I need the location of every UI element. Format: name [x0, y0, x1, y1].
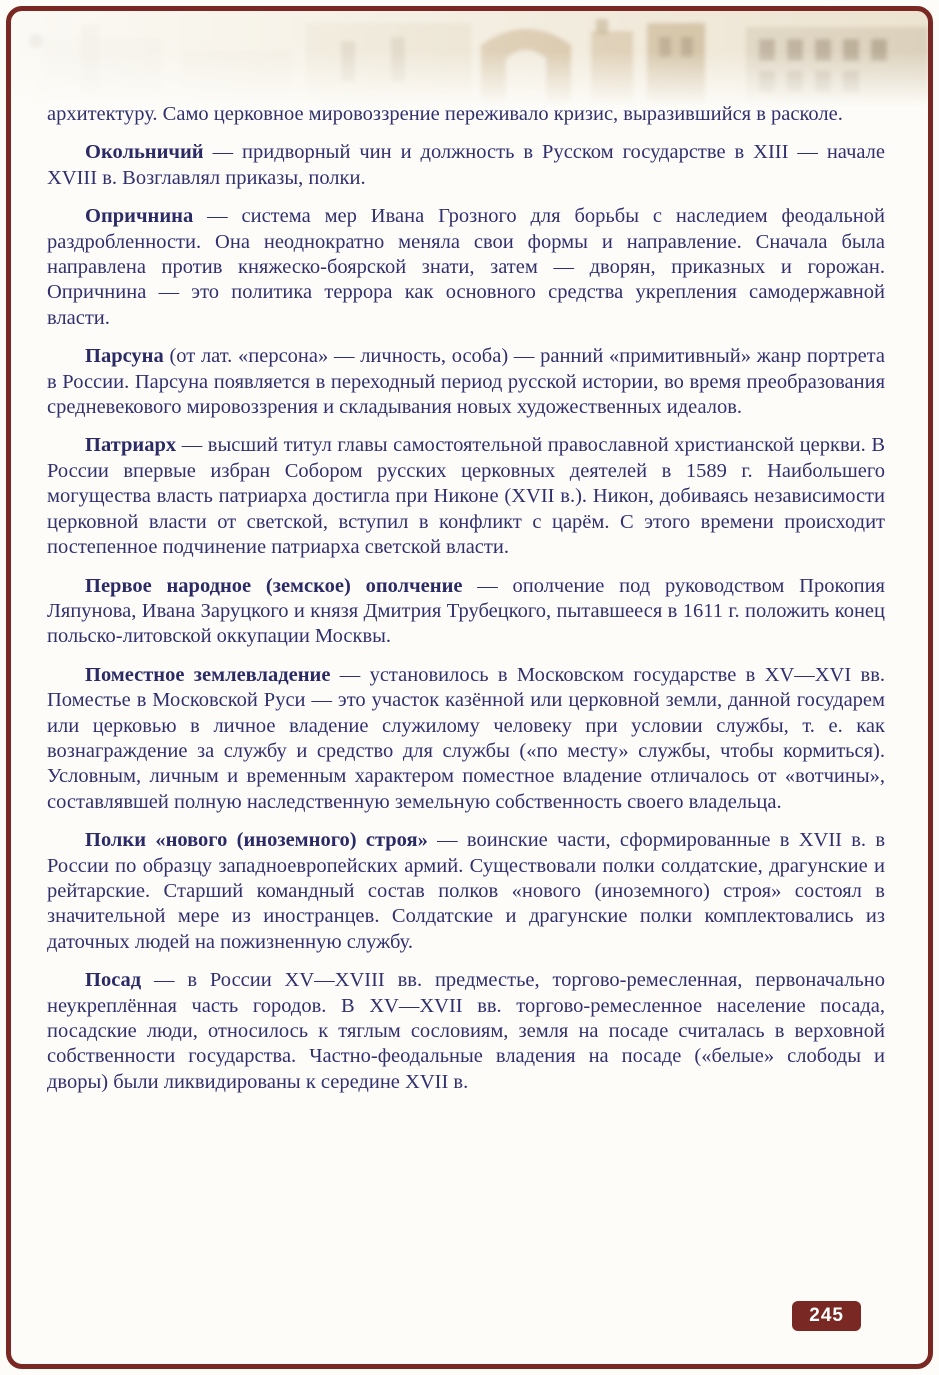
glossary-term: Парсуна: [85, 345, 164, 368]
glossary-definition: (от лат. «персона» — личность, особа) — ранний «примитивный» жанр портрета в России. Парсуна появляется в переходный период русской истории, во время преобразования средневекового мировоззрения и складывания новых художественных идеалов.: [47, 345, 885, 419]
header-architecture-illustration: [11, 11, 928, 107]
paragraph-continuation: архитектуру. Само церковное мировоззрение переживало кризис, выразившийся в расколе.: [47, 103, 843, 125]
glossary-entry: [47, 204, 885, 331]
glossary-entry: [47, 433, 885, 560]
glossary-text-body: [47, 102, 885, 1108]
glossary-entry: [47, 140, 885, 191]
glossary-definition: — ополчение под руководством Прокопия Ляпунова, Ивана Заруцкого и князя Дмитрия Трубецкого, пытавшееся в 1611 г. положить конец польско-литовской оккупации Москвы.: [47, 574, 885, 648]
glossary-term: Посад: [85, 969, 142, 992]
glossary-definition: — система мер Ивана Грозного для борьбы с наследием феодальной раздробленности. Она неоднократно меняла свои формы и направление. Сначала была направлена против княжеско-боярской знати, затем — дворян, приказных и горожан. Опричнина — это политика террора как основного средства укрепления самодержавной власти.: [47, 205, 885, 329]
page-number-badge: 245: [792, 1301, 861, 1331]
glossary-entry: [47, 574, 885, 650]
glossary-term: Опричнина: [85, 205, 194, 228]
glossary-term: Поместное землевладение: [85, 663, 331, 686]
glossary-term: Первое народное (земское) ополчение: [85, 574, 463, 597]
glossary-definition: — придворный чин и должность в Русском государстве в XIII — начале XVIII в. Возглавлял приказы, полки.: [47, 141, 885, 189]
glossary-entry: [47, 344, 885, 420]
glossary-definition: — установилось в Московском государстве в XV—XVI вв. Поместье в Московской Руси — это участок казённой или церковной земли, данной государем или церковью в личное владение служилому человеку при условии службы, т. е. как вознаграждение за службу и средство для службы («по месту» службы, чтобы кормиться). Условным, личным и временным характером поместное владение отличалось от «вотчины», составлявшей полную наследственную земельную собственность своего владельца.: [47, 663, 885, 813]
glossary-definition: — воинские части, сформированные в XVII в. в России по образцу западноевропейских армий. Существовали полки солдатские, драгунские и рейтарские. Старший командный состав полков «нового (иноземного) строя» состоял в значительной мере из иностранцев. Солдатские и драгунские полки комплектовались из даточных людей на пожизненную службу.: [47, 829, 886, 953]
architecture-sketch-icon: [11, 11, 928, 107]
glossary-term: Полки «нового (иноземного) строя»: [85, 829, 428, 852]
glossary-term: Окольничий: [85, 141, 204, 164]
glossary-entry: [47, 968, 885, 1095]
glossary-entry: [47, 828, 885, 955]
glossary-definition: — в России XV—XVIII вв. предместье, торгово-ремесленная, первоначально неукреплённая часть городов. В XV—XVII вв. торгово-ремесленное население посада, посадские люди, относилось к тяглым сословиям, земля на посаде считалась в верховной собственности государства. Частно-феодальные владения на посаде («белые» слободы и дворы) были ликвидированы к середине XVII в.: [47, 969, 885, 1093]
glossary-definition: — высший титул главы самостоятельной православной христианской церкви. В России впервые избран Собором русских церковных деятелей в 1589 г. Наибольшего могущества власть патриарха достигла при Никоне (XVII в.). Никон, добиваясь независимости церковной власти от светской, вступил в конфликт с царём. С этого времени происходит постепенное подчинение патриарха светской власти.: [47, 434, 885, 559]
glossary-term: Патриарх: [85, 434, 177, 457]
glossary-entry: [47, 663, 885, 815]
